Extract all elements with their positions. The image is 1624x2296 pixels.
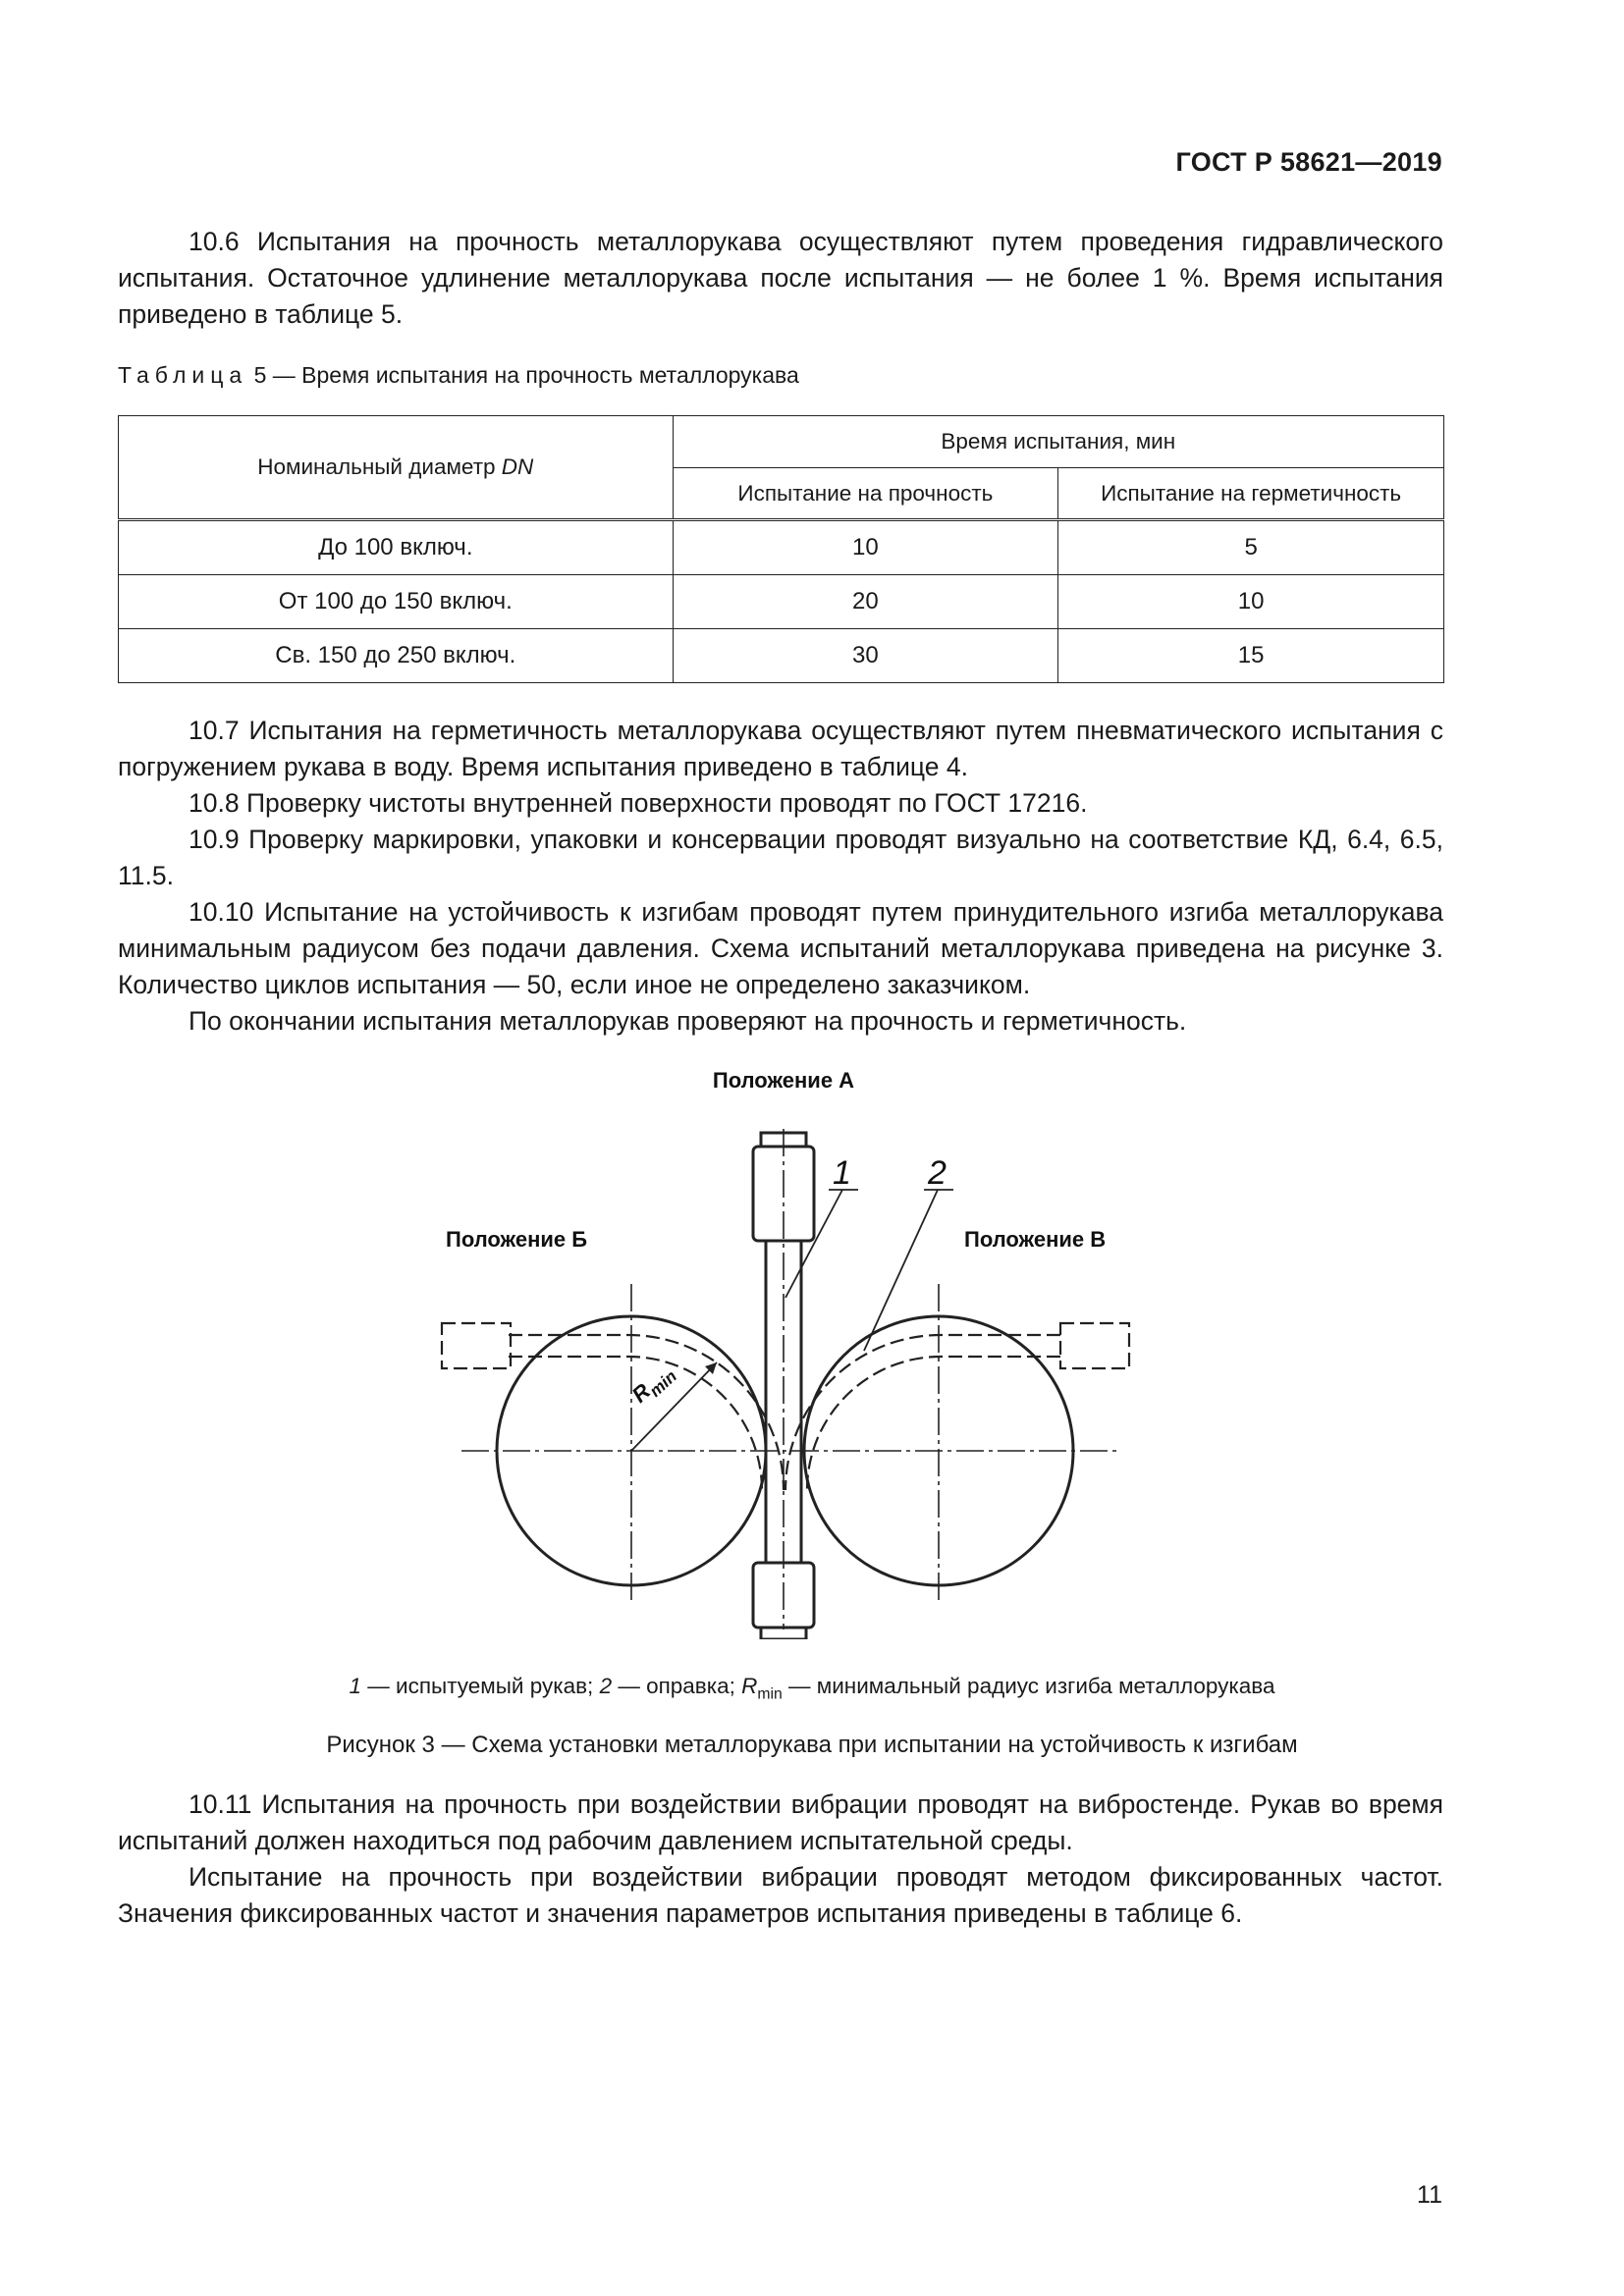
document-id: ГОСТ Р 58621—2019 — [1175, 147, 1442, 177]
paragraph-after-test: По окончании испытания металлорукав проверяют на прочность и герметичность. — [189, 1006, 1187, 1036]
table-row — [119, 629, 1444, 683]
position-b-label: Положение Б — [446, 1227, 588, 1252]
cell-tightness: 15 — [1058, 629, 1444, 683]
table-5 — [118, 415, 1444, 683]
header-strength: Испытание на прочность — [673, 468, 1058, 520]
callout-1: 1 — [833, 1154, 851, 1192]
hose-position-v — [785, 1335, 1060, 1490]
fitting-position-v — [1060, 1323, 1129, 1368]
paragraph-10-8: 10.8 Проверку чистоты внутренней поверхности проводят по ГОСТ 17216. — [189, 788, 1088, 818]
callout-2: 2 — [928, 1154, 947, 1192]
r-min-label: $R_{min}$ — [626, 1366, 680, 1408]
callout-2-leader — [864, 1190, 938, 1351]
cell-dn: Св. 150 до 250 включ. — [119, 629, 674, 683]
position-a-label: Положение А — [712, 1070, 855, 1093]
hose-position-b — [509, 1335, 784, 1490]
figure-3-diagram — [393, 1070, 1178, 1639]
position-v-label: Положение В — [964, 1227, 1107, 1252]
cell-strength: 30 — [673, 629, 1058, 683]
table-5-caption — [118, 362, 799, 389]
table-row — [119, 575, 1444, 629]
table-caption-word: Таблица — [118, 362, 248, 388]
cell-dn: От 100 до 150 включ. — [119, 575, 674, 629]
page-number: 11 — [1417, 2181, 1442, 2209]
header-dn: Номинальный диаметр DN — [119, 416, 674, 520]
cell-dn: До 100 включ. — [119, 520, 674, 575]
fitting-position-b — [442, 1323, 511, 1368]
figure-legend: 1 — испытуемый рукав; 2 — оправка; $R_{min}$ — минимальный радиус изгиба металлорукава — [349, 1674, 1275, 1703]
paragraph-10-11: 10.11 Испытания на прочность при воздействии вибрации проводят на вибростенде. Рукав во время испытаний должен находиться под рабочим давлением испытательной среды. — [118, 1789, 1443, 1855]
cell-strength: 20 — [673, 575, 1058, 629]
cell-tightness: 10 — [1058, 575, 1444, 629]
paragraph-last: Испытание на прочность при воздействии вибрации проводят методом фиксированных частот. Значения фиксированных частот и значения параметров испытания приведены в таблице 6. — [118, 1862, 1443, 1928]
cell-tightness: 5 — [1058, 520, 1444, 575]
paragraph-10-7: 10.7 Испытания на герметичность металлорукава осуществляют путем пневматического испытания с погружением рукава в воду. Время испытания приведено в таблице 4. — [118, 716, 1443, 781]
paragraph-10-9: 10.9 Проверку маркировки, упаковки и консервации проводят визуально на соответствие КД, 6.4, 6.5, 11.5. — [118, 825, 1443, 890]
table-row — [119, 520, 1444, 575]
header-tightness: Испытание на герметичность — [1058, 468, 1444, 520]
paragraph-10-10: 10.10 Испытание на устойчивость к изгибам проводят путем принудительного изгиба металлорукава минимальным радиусом без подачи давления. Схема испытаний металлорукава приведена на рисунке 3. Количество циклов испытания — 50, если иное не определено заказчиком. — [118, 897, 1443, 999]
dn-symbol: DN — [501, 454, 534, 479]
header-time-group: Время испытания, мин — [673, 416, 1443, 468]
figure-caption: Рисунок 3 — Схема установки металлорукава при испытании на устойчивость к изгибам — [326, 1732, 1298, 1758]
paragraph-10-6: 10.6 Испытания на прочность металлорукава осуществляют путем проведения гидравлического испытания. Остаточное удлинение металлорукава после испытания — не более 1 %. Время испытания приведено в таблице 5. — [118, 227, 1443, 329]
table-caption-text: 5 — Время испытания на прочность металлорукава — [253, 362, 799, 388]
cell-strength: 10 — [673, 520, 1058, 575]
